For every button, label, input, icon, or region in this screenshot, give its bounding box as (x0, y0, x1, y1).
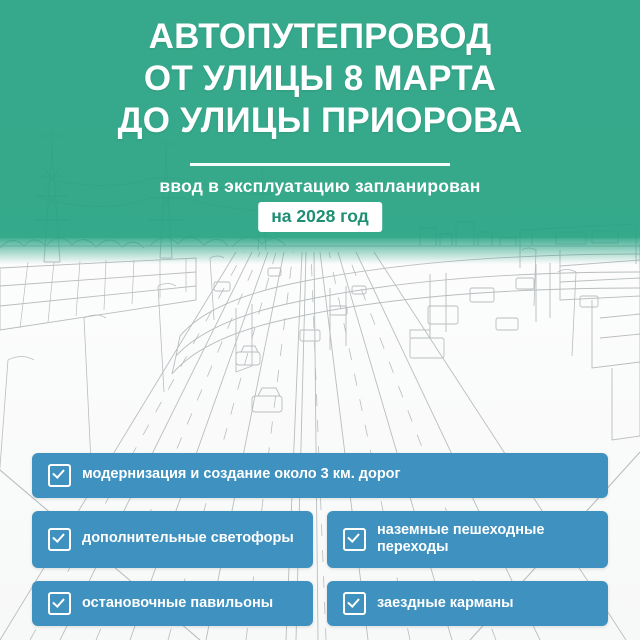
feature-label: наземные пешеходные переходы (377, 521, 545, 556)
feature-chip-crosswalks (327, 511, 608, 568)
title-divider (190, 163, 450, 166)
page-title-line-3: ДО УЛИЦЫ ПРИОРОВА (117, 101, 523, 140)
features-row-2 (32, 511, 608, 568)
page-title-line-2: ОТ УЛИЦЫ 8 МАРТА (143, 59, 497, 98)
page-title-line-1: АВТОПУТЕПРОВОД (148, 17, 492, 56)
checkbox-icon (343, 528, 366, 551)
feature-chip-bus-shelters (32, 581, 313, 626)
feature-chip-traffic-lights (32, 511, 313, 568)
checkbox-icon (48, 464, 71, 487)
checkbox-icon (48, 592, 71, 615)
feature-chip-lay-bys (327, 581, 608, 626)
features-list (0, 453, 640, 626)
year-badge: на 2028 год (258, 202, 382, 232)
features-row-1 (32, 453, 608, 498)
checkbox-icon (343, 592, 366, 615)
subtitle: ввод в эксплуатацию запланирован (159, 176, 481, 196)
page-title (0, 16, 640, 142)
checkbox-icon (48, 528, 71, 551)
feature-label: заездные карманы (377, 594, 514, 611)
feature-label: модернизация и создание около 3 км. дорог (82, 466, 401, 483)
feature-label: остановочные павильоны (82, 594, 274, 611)
features-row-3 (32, 581, 608, 626)
feature-chip-roads (32, 453, 608, 498)
feature-label: дополнительные светофоры (82, 530, 294, 547)
